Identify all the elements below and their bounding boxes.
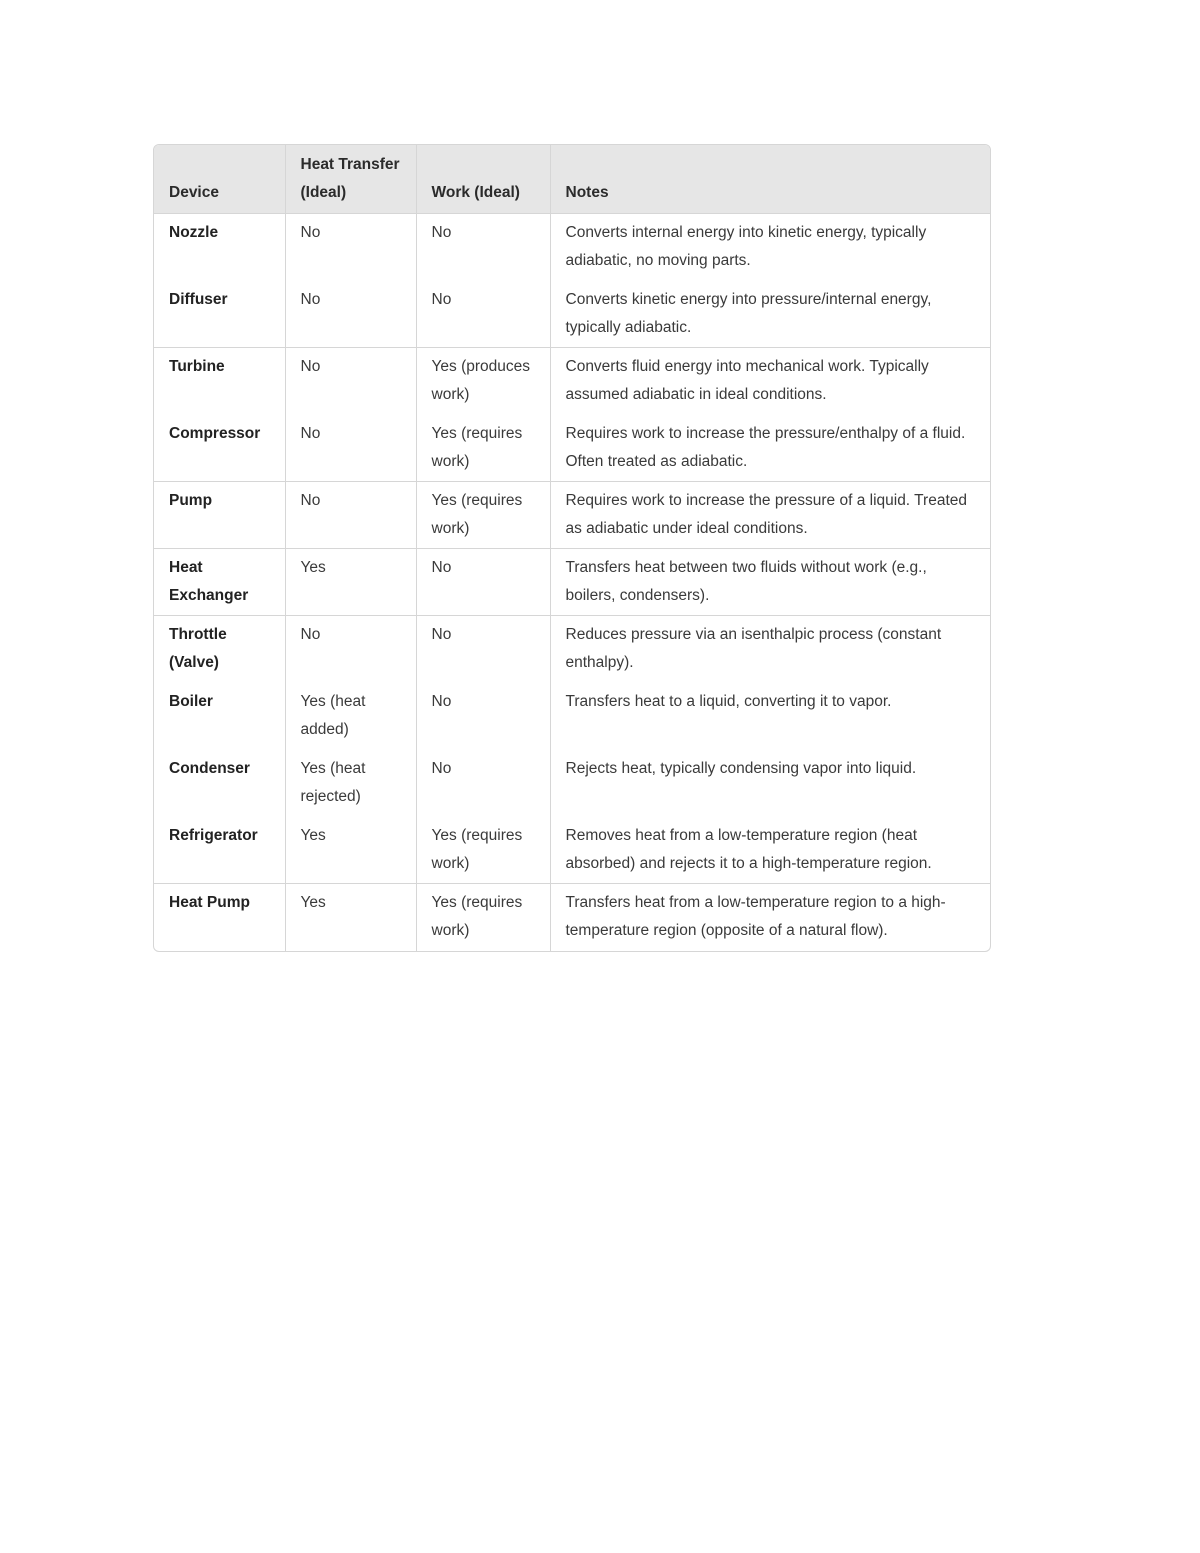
table-row (154, 281, 990, 348)
header-notes: Notes (550, 145, 990, 214)
heat-transfer-cell: Yes (heat added) (285, 683, 416, 750)
heat-transfer-cell: No (285, 348, 416, 415)
device-cell: Diffuser (154, 281, 285, 348)
heat-transfer-cell: Yes (heat rejected) (285, 750, 416, 817)
work-cell: Yes (produces work) (416, 348, 550, 415)
header-heat-transfer: Heat Transfer (Ideal) (285, 145, 416, 214)
device-cell: Boiler (154, 683, 285, 750)
heat-transfer-cell: Yes (285, 549, 416, 616)
heat-transfer-cell: No (285, 616, 416, 683)
notes-cell: Requires work to increase the pressure of a liquid. Treated as adiabatic under ideal conditions. (550, 482, 990, 549)
device-cell: Compressor (154, 415, 285, 482)
device-cell: Condenser (154, 750, 285, 817)
table-row (154, 549, 990, 616)
heat-transfer-cell: Yes (285, 884, 416, 951)
work-cell: No (416, 616, 550, 683)
device-cell: Nozzle (154, 214, 285, 281)
device-cell: Refrigerator (154, 817, 285, 884)
notes-cell: Converts internal energy into kinetic energy, typically adiabatic, no moving parts. (565, 224, 927, 269)
device-cell: Pump (154, 482, 285, 549)
notes-cell: Removes heat from a low-temperature region (heat absorbed) and rejects it to a high-temperature region. (550, 817, 990, 884)
device-cell: Heat Pump (154, 884, 285, 951)
notes-cell: Rejects heat, typically condensing vapor into liquid. (565, 759, 917, 777)
notes-cell: Transfers heat to a liquid, converting it to vapor. (565, 692, 892, 710)
table-header-row (154, 145, 990, 214)
heat-transfer-cell: No (285, 214, 416, 281)
header-work: Work (Ideal) (416, 145, 550, 214)
work-cell: No (416, 549, 550, 616)
heat-transfer-cell: Yes (285, 817, 416, 884)
table-row (154, 482, 990, 549)
table-row (154, 884, 990, 951)
work-cell: No (416, 214, 550, 281)
notes-cell: Requires work to increase the pressure/enthalpy of a fluid. Often treated as adiabatic. (550, 415, 990, 482)
device-cell: Throttle (Valve) (154, 616, 285, 683)
work-cell: Yes (requires work) (416, 482, 550, 549)
table-row (154, 214, 990, 281)
heat-transfer-cell: No (285, 415, 416, 482)
table-row (154, 750, 990, 817)
table-row (154, 415, 990, 482)
work-cell: Yes (requires work) (416, 415, 550, 482)
table-row (154, 683, 990, 750)
work-cell: No (416, 281, 550, 348)
device-table (154, 145, 990, 951)
work-cell: Yes (requires work) (416, 817, 550, 884)
work-cell: No (416, 683, 550, 750)
table-row (154, 348, 990, 415)
work-cell: No (416, 750, 550, 817)
device-table-container (153, 144, 991, 952)
device-cell: Turbine (154, 348, 285, 415)
table-row (154, 616, 990, 683)
notes-cell: Transfers heat from a low-temperature region to a high-temperature region (opposite of a natural flow). (565, 894, 946, 939)
notes-cell: Converts fluid energy into mechanical work. Typically assumed adiabatic in ideal conditions. (565, 358, 929, 403)
table-row (154, 817, 990, 884)
notes-cell: Converts kinetic energy into pressure/internal energy, typically adiabatic. (550, 281, 990, 348)
notes-cell: Transfers heat between two fluids without work (e.g., boilers, condensers). (550, 549, 990, 616)
device-cell: Heat Exchanger (154, 549, 285, 616)
notes-cell: Reduces pressure via an isenthalpic process (constant enthalpy). (565, 626, 942, 671)
heat-transfer-cell: No (285, 281, 416, 348)
heat-transfer-cell: No (285, 482, 416, 549)
work-cell: Yes (requires work) (416, 884, 550, 951)
header-device: Device (154, 145, 285, 214)
